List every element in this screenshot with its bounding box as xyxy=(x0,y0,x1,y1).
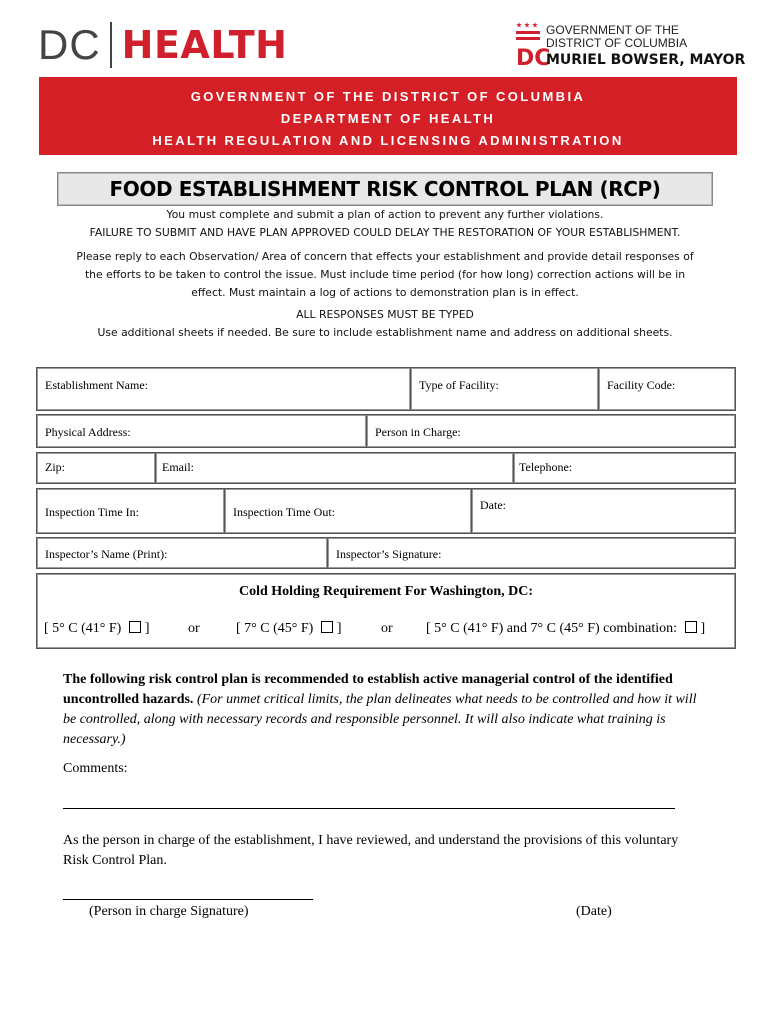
type-of-facility-label: Type of Facility: xyxy=(419,378,499,392)
establishment-name-label: Establishment Name: xyxy=(45,378,148,392)
date-label: Date: xyxy=(480,498,506,512)
government-name: GOVERNMENT OF THE DISTRICT OF COLUMBIA xyxy=(546,23,688,50)
banner-line-2: DEPARTMENT OF HEALTH xyxy=(280,111,496,126)
checkbox-41f[interactable] xyxy=(129,621,141,633)
inspector-signature-label: Inspector’s Signature: xyxy=(336,547,442,561)
signature-label: (Person in charge Signature) xyxy=(89,904,249,919)
banner-line-3: HEALTH REGULATION AND LICENSING ADMINISTRATION xyxy=(152,133,624,148)
checkbox-45f[interactable] xyxy=(321,621,333,633)
inspection-time-out-field[interactable] xyxy=(224,488,472,534)
cold-option-45f[interactable]: [ 7° C (45° F) ] xyxy=(236,621,342,636)
signature-line[interactable] xyxy=(63,899,313,900)
zip-field[interactable] xyxy=(36,452,156,484)
or-text-1: or xyxy=(188,621,200,636)
inspection-time-in-field[interactable] xyxy=(36,488,225,534)
cold-option-41f[interactable]: [ 5° C (41° F) ] xyxy=(44,621,150,636)
comments-line[interactable] xyxy=(63,808,675,809)
plan-paragraph xyxy=(63,670,713,750)
establishment-name-field[interactable] xyxy=(36,367,411,411)
telephone-label: Telephone: xyxy=(519,460,573,474)
facility-code-field[interactable] xyxy=(598,367,736,411)
or-text-2: or xyxy=(381,621,393,636)
agency-banner xyxy=(39,77,737,155)
instructions-p1: You must complete and submit a plan of action to prevent any further violations. FAILURE TO SUBMIT AND HAVE PLAN APPROVED COULD DELAY THE RESTORATION OF YOUR ESTABLISHMENT. xyxy=(89,208,681,239)
date-signature-label: (Date) xyxy=(576,904,612,919)
physical-address-label: Physical Address: xyxy=(45,425,131,439)
telephone-field[interactable] xyxy=(513,452,736,484)
cold-holding-title: Cold Holding Requirement For Washington, DC: xyxy=(238,584,534,599)
mayor-name: MURIEL BOWSER, MAYOR xyxy=(546,52,746,68)
email-field[interactable] xyxy=(155,452,514,484)
logo-divider xyxy=(110,22,112,68)
email-label: Email: xyxy=(162,460,194,474)
person-in-charge-field[interactable] xyxy=(366,414,736,448)
checkbox-combination[interactable] xyxy=(685,621,697,633)
inspector-name-field[interactable] xyxy=(36,537,328,569)
form-title-box xyxy=(57,172,713,206)
logo-dc-text: DC xyxy=(38,21,101,68)
physical-address-field[interactable] xyxy=(36,414,367,448)
dc-health-logo xyxy=(38,22,288,68)
facility-code-label: Facility Code: xyxy=(607,378,676,392)
inspector-name-label: Inspector’s Name (Print): xyxy=(45,547,168,561)
acknowledgement-text: As the person in charge of the establishment, I have reviewed, and understand the provisions of this voluntary Risk Control Plan. xyxy=(63,833,679,868)
instructions-p3: ALL RESPONSES MUST BE TYPED Use additional sheets if needed. Be sure to include establishment name and address on additional sheets. xyxy=(97,308,673,339)
dc-mark: DC xyxy=(516,46,551,71)
person-in-charge-label: Person in Charge: xyxy=(375,425,461,439)
form-title: FOOD ESTABLISHMENT RISK CONTROL PLAN (RCP) xyxy=(109,177,661,201)
logo-health-text: HEALTH xyxy=(121,23,288,67)
plan-italic-text: (For unmet critical limits, the plan delineates what needs to be controlled and how it will be controlled, along with necessary records and responsible personnel. It will also indicate what training is necessary.) xyxy=(63,692,697,747)
banner-line-1: GOVERNMENT OF THE DISTRICT OF COLUMBIA xyxy=(190,89,586,104)
plan-bold-text: The following risk control plan is recommended to establish active managerial control of the identified uncontrolled hazards. xyxy=(63,672,673,707)
comments-label: Comments: xyxy=(63,761,128,776)
inspector-signature-field[interactable] xyxy=(327,537,736,569)
government-logo xyxy=(516,22,746,70)
dc-flag-icon xyxy=(516,22,542,48)
type-of-facility-field[interactable] xyxy=(410,367,599,411)
instructions-p2: Please reply to each Observation/ Area of concern that effects your establishment and provide detail responses of the efforts to be taken to control the issue. Must include time period (for how long) correction actions will be in effect. Must maintain a log of actions to demonstration plan is in effect. xyxy=(76,250,694,299)
inspection-time-out-label: Inspection Time Out: xyxy=(233,505,336,519)
cold-option-combination[interactable]: [ 5° C (41° F) and 7° C (45° F) combination: ] xyxy=(426,621,706,636)
inspection-time-in-label: Inspection Time In: xyxy=(45,505,140,519)
date-field[interactable] xyxy=(471,488,736,534)
zip-label: Zip: xyxy=(45,460,65,474)
